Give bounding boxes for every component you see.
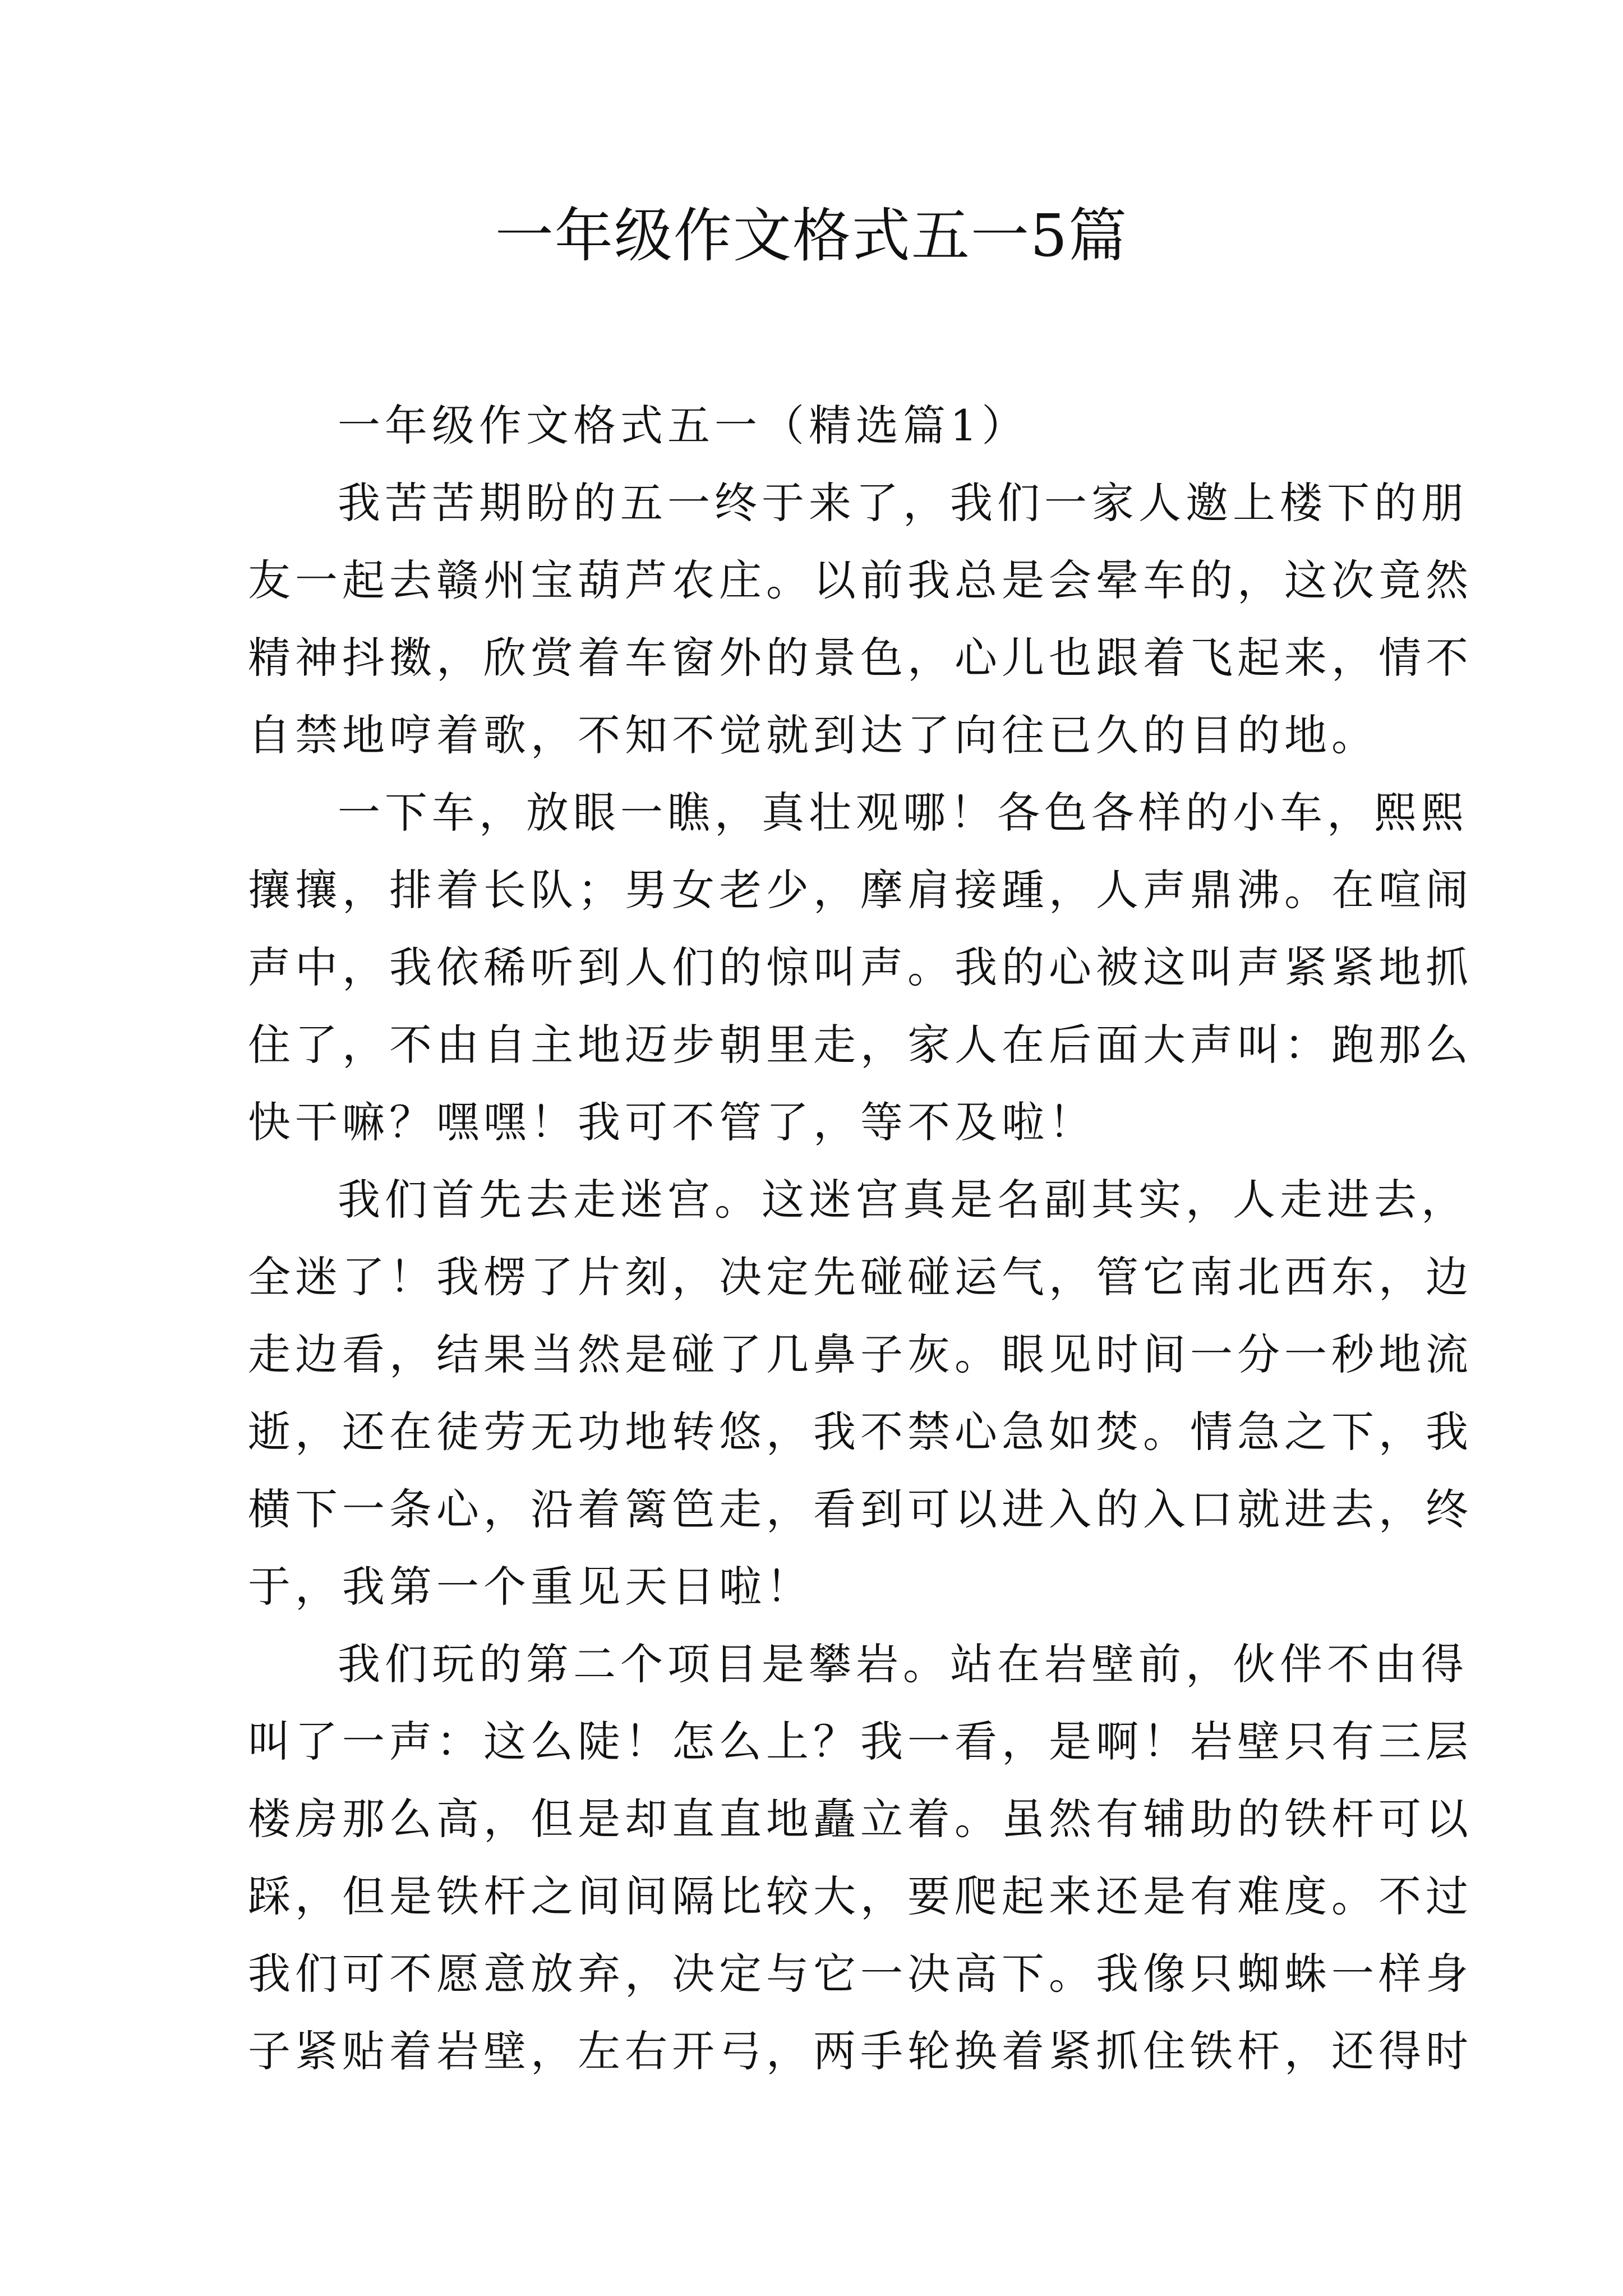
text-line: 走边看，结果当然是碰了几鼻子灰。眼见时间一分一秒地流 [248, 1329, 1473, 1379]
text-line: 踩，但是铁杆之间间隔比较大，要爬起来还是有难度。不过 [248, 1871, 1473, 1921]
text-line: 叫了一声：这么陡！怎么上？我一看，是啊！岩壁只有三层 [248, 1717, 1473, 1766]
text-line: 横下一条心，沿着篱笆走，看到可以进入的入口就进去，终 [248, 1484, 1473, 1534]
text-line: 全迷了！我楞了片刻，决定先碰碰运气，管它南北西东，边 [248, 1252, 1473, 1302]
text-line: 我们首先去走迷宫。这迷宫真是名副其实，人走进去， [338, 1175, 1468, 1225]
text-line: 自禁地哼着歌，不知不觉就到达了向往已久的目的地。 [248, 710, 1378, 760]
text-line: 楼房那么高，但是却直直地矗立着。虽然有辅助的铁杆可以 [248, 1794, 1473, 1844]
text-line: 一下车，放眼一瞧，真壮观哪！各色各样的小车，熙熙 [338, 788, 1468, 838]
text-line: 住了，不由自主地迈步朝里走，家人在后面大声叫：跑那么 [248, 1020, 1473, 1070]
text-line: 精神抖擞，欣赏着车窗外的景色，心儿也跟着飞起来，情不 [248, 633, 1473, 683]
document-body [248, 387, 1473, 2090]
text-line: 子紧贴着岩壁，左右开弓，两手轮换着紧抓住铁杆，还得时 [248, 2026, 1473, 2076]
text-line: 我们玩的第二个项目是攀岩。站在岩壁前，伙伴不由得 [338, 1639, 1468, 1689]
text-line: 快干嘛？嘿嘿！我可不管了，等不及啦！ [248, 1097, 1096, 1147]
text-line: 声中，我依稀听到人们的惊叫声。我的心被这叫声紧紧地抓 [248, 942, 1473, 992]
text-line: 逝，还在徒劳无功地转悠，我不禁心急如焚。情急之下，我 [248, 1407, 1473, 1457]
text-line: 于，我第一个重见天日啦！ [248, 1562, 813, 1612]
document-title: 一年级作文格式五一5篇 [495, 201, 1128, 270]
text-line: 我苦苦期盼的五一终于来了，我们一家人邀上楼下的朋 [338, 478, 1468, 528]
text-line: 我们可不愿意放弃，决定与它一决高下。我像只蜘蛛一样身 [248, 1949, 1473, 1999]
text-line: 友一起去赣州宝葫芦农庄。以前我总是会晕车的，这次竟然 [248, 555, 1473, 605]
section-heading: 一年级作文格式五一（精选篇1） [338, 401, 1029, 450]
text-line: 攘攘，排着长队；男女老少，摩肩接踵，人声鼎沸。在喧闹 [248, 865, 1473, 915]
